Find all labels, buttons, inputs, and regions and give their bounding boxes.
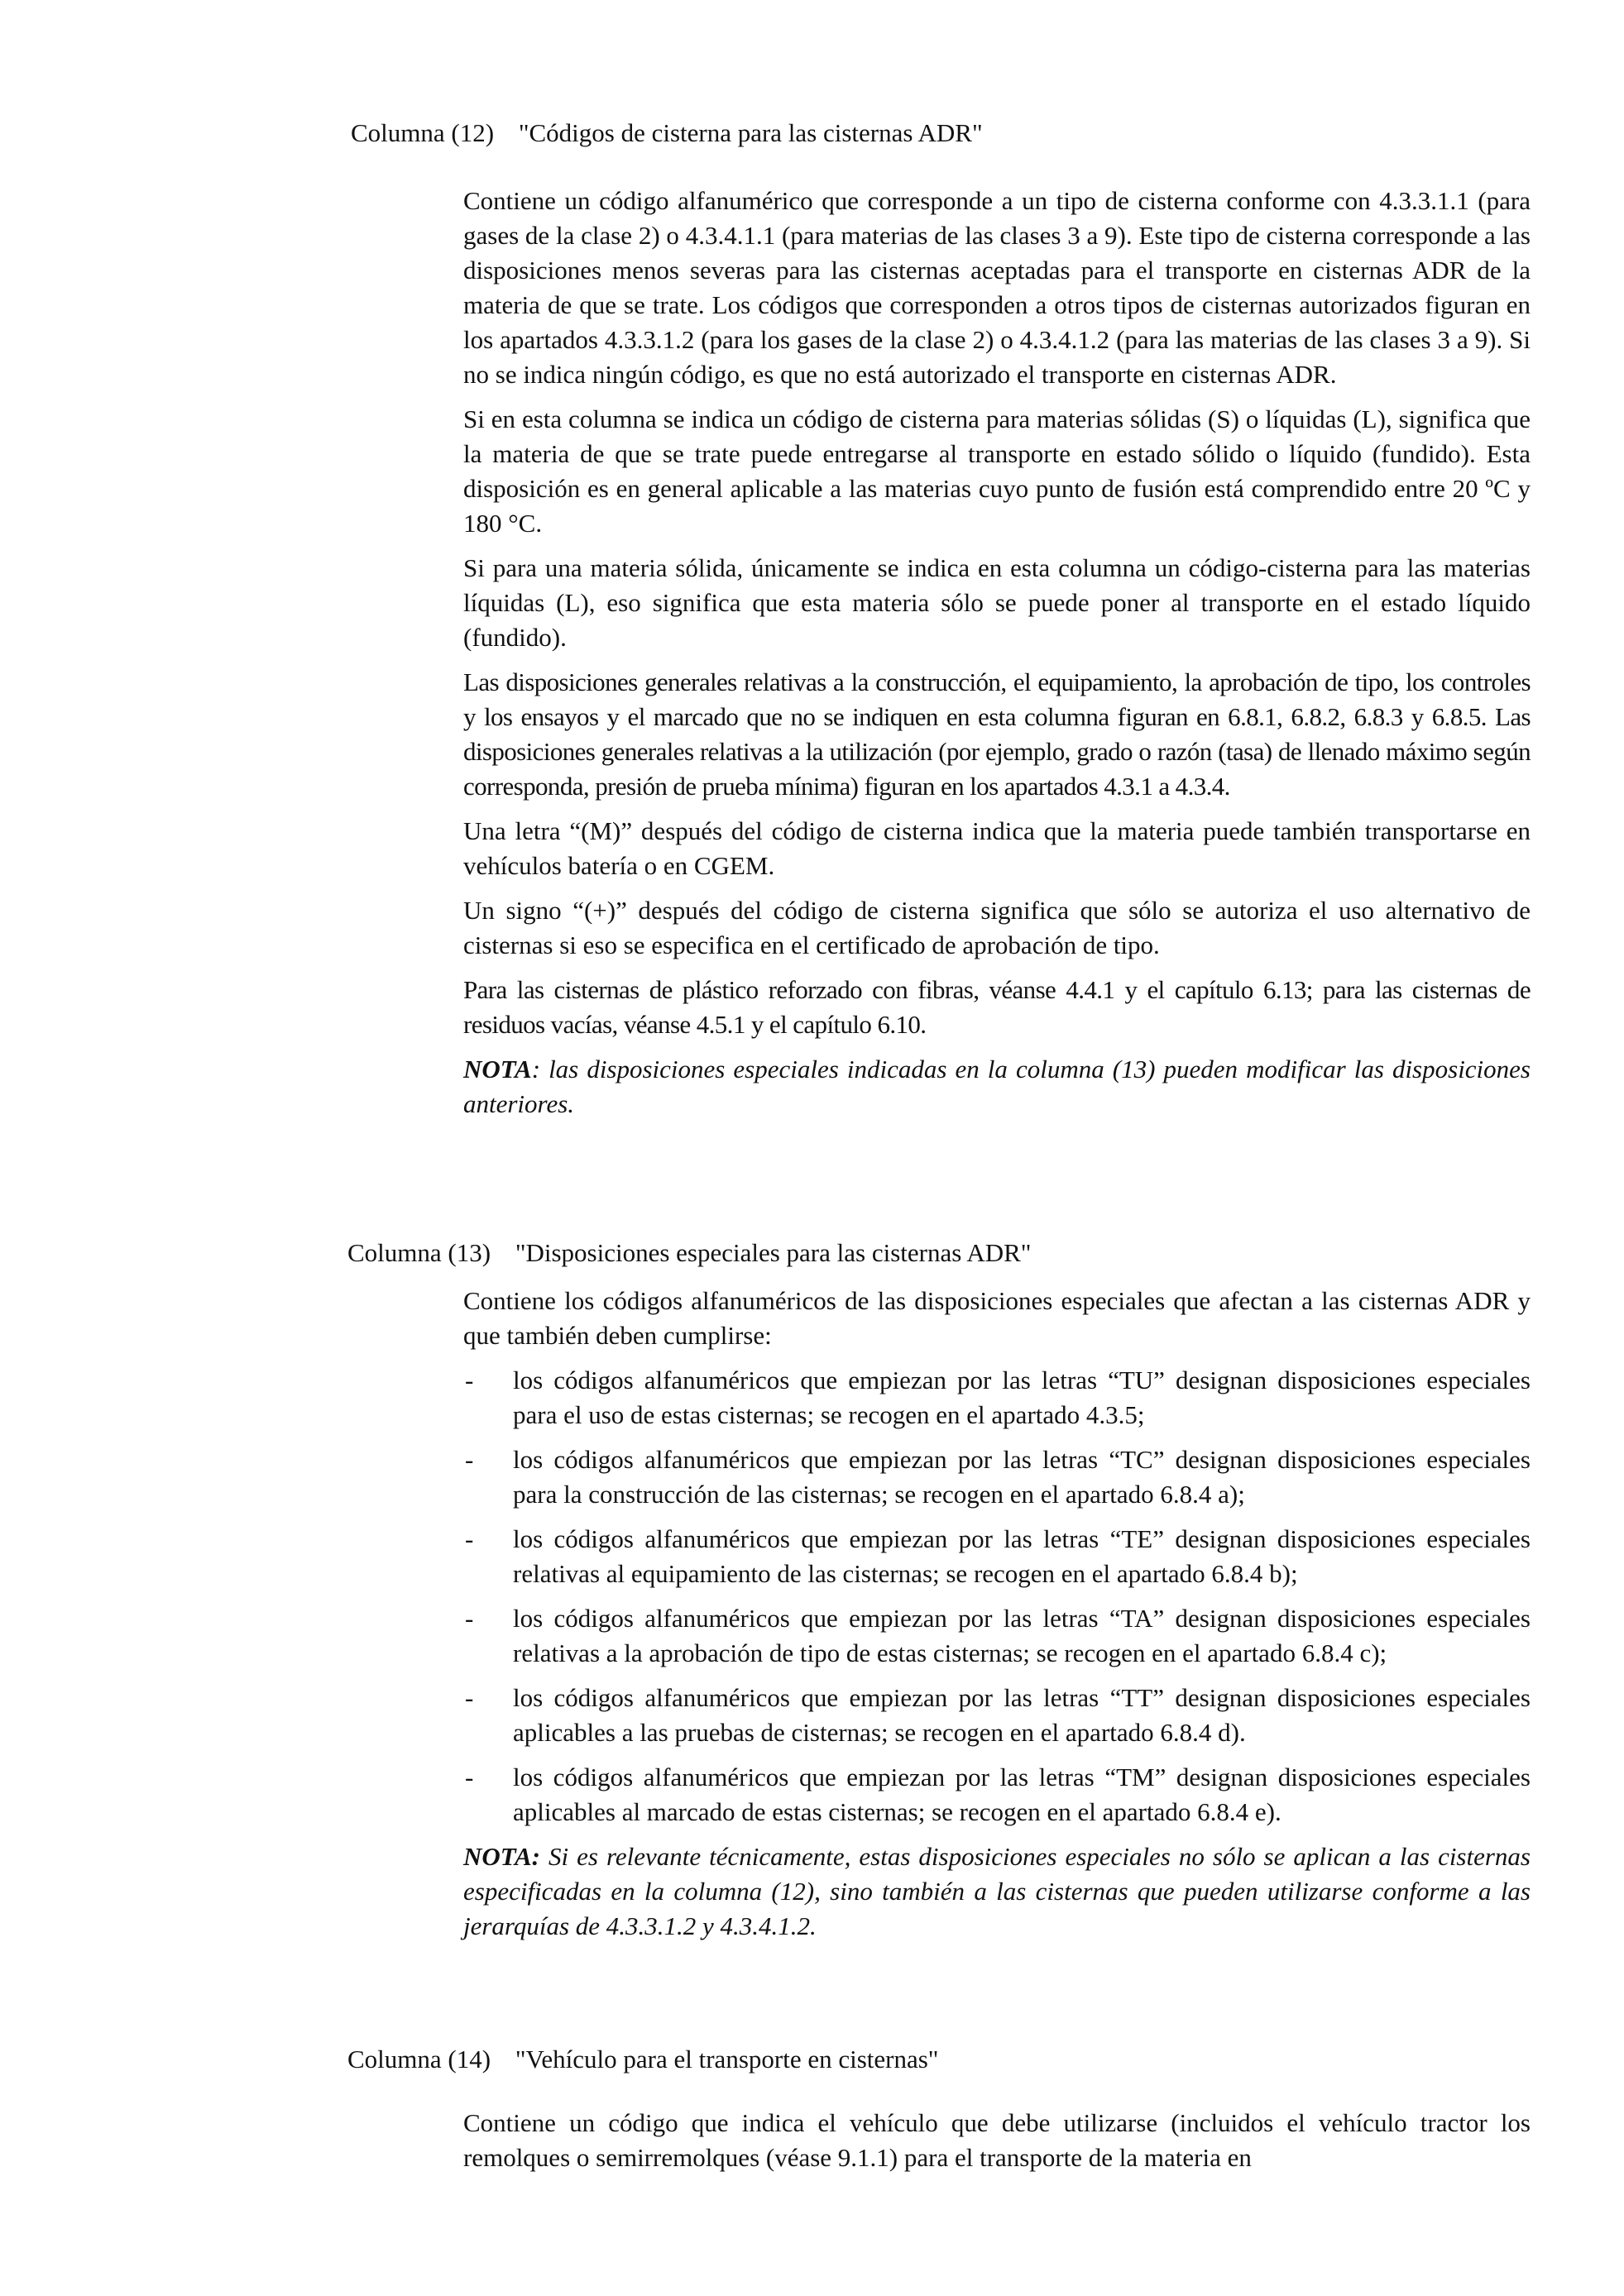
- section-heading-col14: [347, 2042, 938, 2077]
- list-item-text: los códigos alfanuméricos que empiezan por las letras “TC” designan disposiciones especiales para la construcción de las cisternas; se recogen en el apartado 6.8.4 a);: [513, 1445, 1531, 1509]
- nota-label: NOTA: [463, 1055, 532, 1083]
- nota-text: : las disposiciones especiales indicadas en la columna (13) pueden modificar las disposiciones anteriores.: [463, 1055, 1531, 1118]
- paragraph: Una letra “(M)” después del código de cisterna indica que la materia puede también transportarse en vehículos batería o en CGEM.: [463, 816, 1531, 880]
- list-item: [463, 1681, 1531, 1750]
- list-item-text: los códigos alfanuméricos que empiezan por las letras “TE” designan disposiciones especiales relativas al equipamiento de las cisternas; se recogen en el apartado 6.8.4 b);: [513, 1524, 1531, 1588]
- dash-bullet: -: [465, 1604, 474, 1633]
- list-item: [463, 1601, 1531, 1671]
- section-body-col14: [463, 2106, 1531, 2185]
- paragraph: Las disposiciones generales relativas a la construcción, el equipamiento, la aprobación de tipo, los controles y los ensayos y el marcado que no se indiquen en esta columna figuran en 6.8.1, 6.8.2, 6.8.3 y 6.8.5. Las disposiciones generales relativas a la utilización (por ejemplo, grado o razón (tasa) de llenado máximo según corresponda, presión de prueba mínima) figuran en los apartados 4.3.1 a 4.3.4.: [463, 667, 1531, 801]
- list-item: [463, 1363, 1531, 1433]
- section-body-col12: [463, 184, 1531, 1131]
- section-heading-col13: [347, 1236, 1031, 1270]
- nota-paragraph: [463, 1052, 1531, 1122]
- nota-text: Si es relevante técnicamente, estas disposiciones especiales no sólo se aplican a las cisternas especificadas en la columna (12), sino también a las cisternas que pueden utilizarse conforme a las jerarquías de 4.3.3.1.2 y 4.3.4.1.2.: [463, 1842, 1531, 1940]
- list-item-text: los códigos alfanuméricos que empiezan por las letras “TM” designan disposiciones especiales aplicables al marcado de estas cisternas; se recogen en el apartado 6.8.4 e).: [513, 1763, 1531, 1826]
- paragraph: Si para una materia sólida, únicamente se indica en esta columna un código-cisterna para las materias líquidas (L), eso significa que esta materia sólo se puede poner al transporte en el estado líquido (fundido).: [463, 553, 1531, 652]
- paragraph: Contiene los códigos alfanuméricos de las disposiciones especiales que afectan a las cisternas ADR y que también deben cumplirse:: [463, 1286, 1531, 1350]
- paragraph: Si en esta columna se indica un código de cisterna para materias sólidas (S) o líquidas (L), significa que la materia de que se trate puede entregarse al transporte en estado sólido o líquido (fundido). Esta disposición es en general aplicable a las materias cuyo punto de fusión está comprendido entre 20 ºC y 180 °C.: [463, 404, 1531, 538]
- dash-bullet: -: [465, 1683, 474, 1712]
- column-title: "Vehículo para el transporte en cisternas": [515, 2045, 939, 2074]
- paragraph: Contiene un código alfanumérico que corresponde a un tipo de cisterna conforme con 4.3.3.1.1 (para gases de la clase 2) o 4.3.4.1.1 (para materias de las clases 3 a 9). Este tipo de cisterna corresponde a las disposiciones menos severas para las cisternas aceptadas para el transporte en cisternas ADR de la materia de que se trate. Los códigos que corresponden a otros tipos de cisternas autorizados figuran en los apartados 4.3.3.1.2 (para los gases de la clase 2) o 4.3.4.1.2 (para las materias de las clases 3 a 9). Si no se indica ningún código, es que no está autorizado el transporte en cisternas ADR.: [463, 186, 1531, 389]
- dash-bullet: -: [465, 1763, 474, 1791]
- column-title: "Códigos de cisterna para las cisternas ADR": [518, 118, 983, 147]
- list-item-text: los códigos alfanuméricos que empiezan por las letras “TA” designan disposiciones especiales relativas a la aprobación de tipo de estas cisternas; se recogen en el apartado 6.8.4 c);: [513, 1604, 1531, 1667]
- section-body-col13: [463, 1284, 1531, 1954]
- section-heading-col12: [351, 116, 983, 151]
- dash-bullet: -: [465, 1524, 474, 1553]
- paragraph: Contiene un código que indica el vehículo que debe utilizarse (incluidos el vehículo tractor los remolques o semirremolques (véase 9.1.1) para el transporte de la materia en: [463, 2108, 1531, 2172]
- dash-bullet: -: [465, 1366, 474, 1394]
- list-item-text: los códigos alfanuméricos que empiezan por las letras “TT” designan disposiciones especiales aplicables a las pruebas de cisternas; se recogen en el apartado 6.8.4 d).: [513, 1683, 1531, 1747]
- nota-paragraph: [463, 1839, 1531, 1944]
- column-label: Columna (13): [347, 1238, 491, 1267]
- column-title: "Disposiciones especiales para las cisternas ADR": [515, 1238, 1032, 1267]
- paragraph: Un signo “(+)” después del código de cisterna significa que sólo se autoriza el uso alternativo de cisternas si eso se especifica en el certificado de aprobación de tipo.: [463, 896, 1531, 959]
- list-item: [463, 1522, 1531, 1591]
- paragraph: Para las cisternas de plástico reforzado con fibras, véanse 4.4.1 y el capítulo 6.13; para las cisternas de residuos vacías, véanse 4.5.1 y el capítulo 6.10.: [463, 975, 1531, 1039]
- column-label: Columna (12): [351, 118, 495, 147]
- provisions-list: [463, 1363, 1531, 1830]
- column-label: Columna (14): [347, 2045, 491, 2074]
- list-item: [463, 1760, 1531, 1830]
- list-item-text: los códigos alfanuméricos que empiezan por las letras “TU” designan disposiciones especiales para el uso de estas cisternas; se recogen en el apartado 4.3.5;: [513, 1366, 1531, 1429]
- list-item: [463, 1442, 1531, 1512]
- dash-bullet: -: [465, 1445, 474, 1474]
- nota-label: NOTA:: [463, 1842, 540, 1871]
